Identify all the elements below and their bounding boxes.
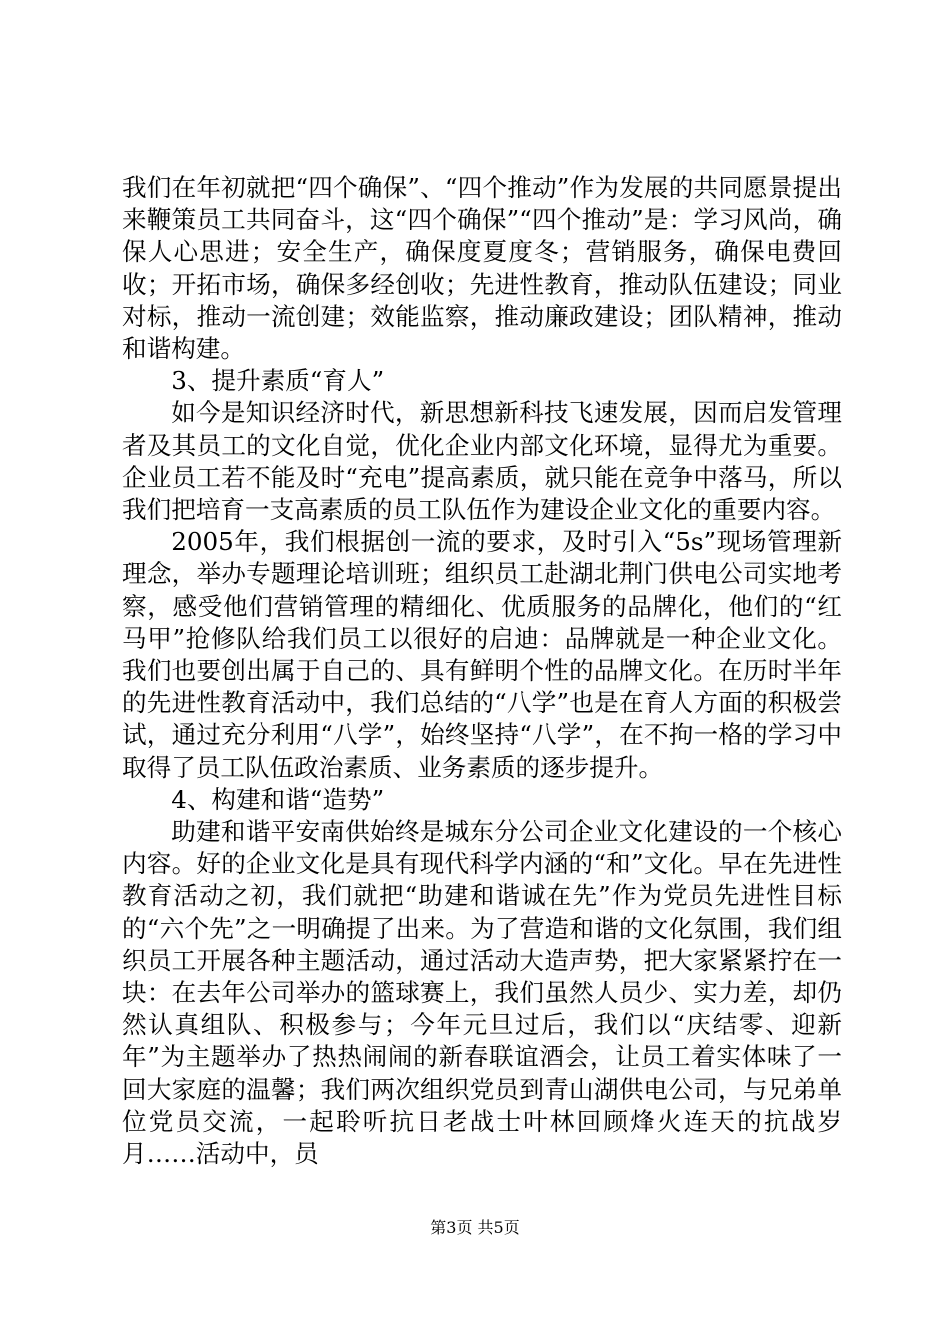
- document-body: [122, 172, 842, 1170]
- paragraph-knowledge-economy: 如今是知识经济时代，新思想新科技飞速发展，因而启发管理者及其员工的文化自觉，优化企业内部文化环境，显得尤为重要。企业员工若不能及时“充电”提高素质，就只能在竞争中落马，所以我们把培育一支高素质的员工队伍作为建设企业文化的重要内容。: [122, 398, 842, 525]
- paragraph-harmony: 助建和谐平安南供始终是城东分公司企业文化建设的一个核心内容。好的企业文化是具有现代科学内涵的“和”文化。早在先进性教育活动之初，我们就把“助建和谐诚在先”作为党员先进性目标的“六个先”之一明确提了出来。为了营造和谐的文化氛围，我们组织员工开展各种主题活动，通过活动大造声势，把大家紧紧拧在一块：在去年公司举办的篮球赛上，我们虽然人员少、实力差，却仍然认真组队、积极参与；今年元旦过后，我们以“庆结零、迎新年”为主题举办了热热闹闹的新春联谊酒会，让员工着实体味了一回大家庭的温馨；我们两次组织党员到青山湖供电公司，与兄弟单位党员交流，一起聆听抗日老战士叶林回顾烽火连天的抗战岁月……活动中，员: [122, 817, 842, 1169]
- section-heading-3: 3、提升素质“育人”: [171, 366, 385, 396]
- section-heading-4: 4、构建和谐“造势”: [171, 784, 385, 814]
- page-footer: 第3页 共5页: [430, 1218, 520, 1237]
- paragraph-goals: 我们在年初就把“四个确保”、“四个推动”作为发展的共同愿景提出来鞭策员工共同奋斗，这“四个确保”“四个推动”是：学习风尚，确保人心思进；安全生产，确保度夏度冬；营销服务，确保电费回收；开拓市场，确保多经创收；先进性教育，推动队伍建设；同业对标，推动一流创建；效能监察，推动廉政建设；团队精神，推动和谐构建。: [122, 173, 842, 364]
- paragraph-2005: 2005年，我们根据创一流的要求，及时引入“5s”现场管理新理念，举办专题理论培训班；组织员工赴湖北荆门供电公司实地考察，感受他们营销管理的精细化、优质服务的品牌化，他们的“红马甲”抢修队给我们员工以很好的启迪：品牌就是一种企业文化。我们也要创出属于自己的、具有鲜明个性的品牌文化。在历时半年的先进性教育活动中，我们总结的“八学”也是在育人方面的积极尝试，通过充分利用“八学”，始终坚持“八学”，在不拘一格的学习中取得了员工队伍政治素质、业务素质的逐步提升。: [122, 527, 842, 782]
